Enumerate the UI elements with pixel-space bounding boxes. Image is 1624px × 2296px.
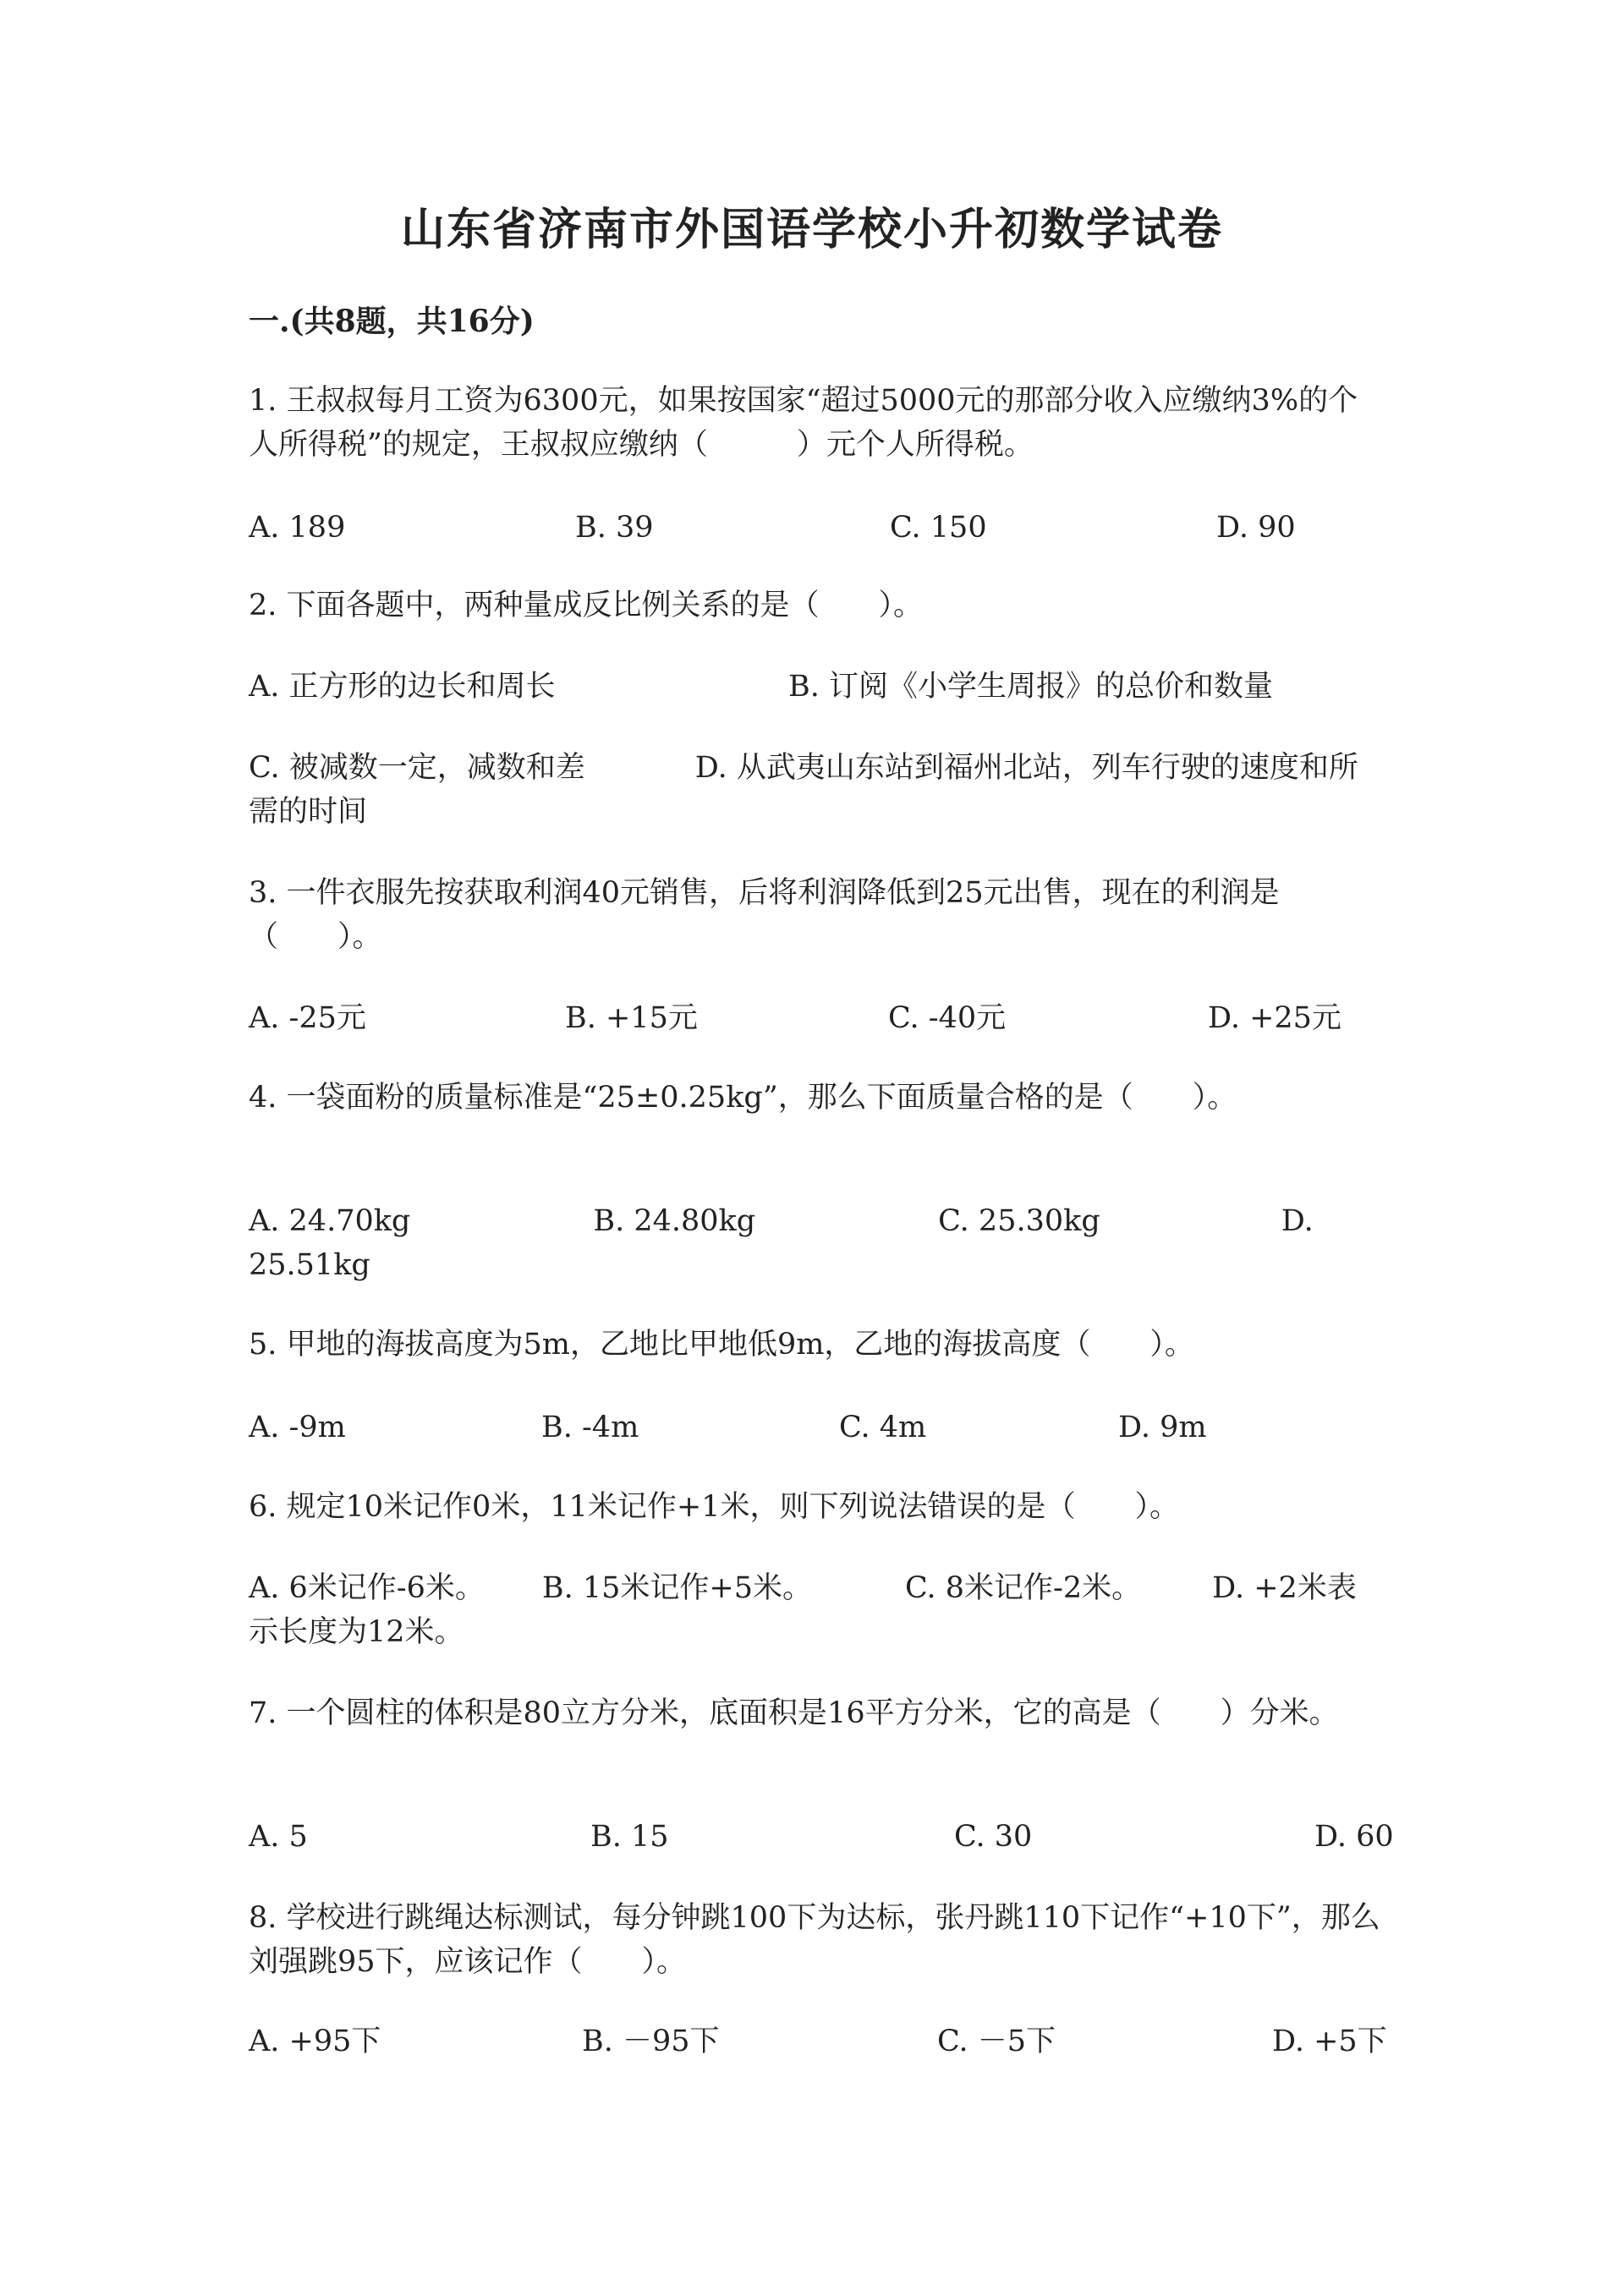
question-3-stem: 3. 一件衣服先按获取利润40元销售，后将利润降低到25元出售，现在的利润是（ ）。 <box>249 876 1280 954</box>
question-7-option-a: A. 5 <box>249 1820 308 1854</box>
question-7-option-b: B. 15 <box>590 1820 669 1854</box>
question-4-options <box>249 1199 1382 1287</box>
question-8-stem: 8. 学校进行跳绳达标测试，每分钟跳100下为达标，张丹跳110下记作“+10下”，那么刘强跳95下，应该记作（ ）。 <box>249 1901 1380 1979</box>
question-6-stem: 6. 规定10米记作0米，11米记作+1米，则下列说法错误的是（ ）。 <box>249 1490 1179 1524</box>
question-1-option-a: A. 189 <box>249 511 346 545</box>
question-4-option-b: B. 24.80kg <box>593 1204 756 1238</box>
question-3-option-c: C. -40元 <box>888 1001 1007 1035</box>
question-8-option-b: B. －95下 <box>582 2025 720 2058</box>
question-8-option-c: C. －5下 <box>937 2025 1056 2058</box>
section-heading: 一.(共8题，共16分) <box>249 304 535 339</box>
question-5-option-d: D. 9m <box>1118 1411 1207 1444</box>
question-1-option-c: C. 150 <box>890 511 987 545</box>
question-3-option-b: B. +15元 <box>565 1001 698 1035</box>
question-5-option-c: C. 4m <box>839 1411 927 1444</box>
question-6-options <box>249 1566 1382 1654</box>
question-6-option-a: A. 6米记作-6米。 <box>249 1571 485 1605</box>
question-5-option-b: B. -4m <box>541 1411 639 1444</box>
question-3-option-a: A. -25元 <box>249 1001 366 1035</box>
question-1-option-b: B. 39 <box>575 511 654 545</box>
question-4-option-d: D. 25.51kg <box>249 1204 1314 1282</box>
question-6-option-c: C. 8米记作-2米。 <box>905 1571 1142 1605</box>
question-8-option-a: A. +95下 <box>249 2025 381 2058</box>
question-2-option-a: A. 正方形的边长和周长 <box>249 670 556 704</box>
question-1-option-d: D. 90 <box>1216 511 1296 545</box>
question-1-stem: 1. 王叔叔每月工资为6300元，如果按国家“超过5000元的那部分收入应缴纳3%的个人所得税”的规定，王叔叔应缴纳（ ）元个人所得税。 <box>249 384 1358 462</box>
question-6-option-b: B. 15米记作+5米。 <box>541 1571 812 1605</box>
question-2-option-d: D. 从武夷山东站到福州北站，列车行驶的速度和所需的时间 <box>249 751 1358 829</box>
question-2-option-b: B. 订阅《小学生周报》的总价和数量 <box>788 670 1273 704</box>
question-3-option-d: D. +25元 <box>1208 1001 1341 1035</box>
question-4-stem: 4. 一袋面粉的质量标准是“25±0.25kg”，那么下面质量合格的是（ ）。 <box>249 1081 1237 1115</box>
question-5-stem: 5. 甲地的海拔高度为5m，乙地比甲地低9m，乙地的海拔高度（ ）。 <box>249 1328 1194 1362</box>
question-7-option-d: D. 60 <box>1314 1820 1394 1854</box>
question-2-option-c: C. 被减数一定，减数和差 <box>249 751 585 785</box>
question-7-stem: 7. 一个圆柱的体积是80立方分米，底面积是16平方分米，它的高是（ ）分米。 <box>249 1696 1339 1730</box>
question-4-option-c: C. 25.30kg <box>938 1204 1100 1238</box>
question-8-option-d: D. +5下 <box>1272 2025 1387 2058</box>
question-5-option-a: A. -9m <box>249 1411 346 1444</box>
question-6-option-d: D. +2米表示长度为12米。 <box>249 1571 1357 1649</box>
question-4-option-a: A. 24.70kg <box>249 1204 411 1238</box>
question-2-stem: 2. 下面各题中，两种量成反比例关系的是（ ）。 <box>249 589 924 622</box>
question-7-option-c: C. 30 <box>954 1820 1033 1854</box>
question-2-options-cd <box>249 746 1382 834</box>
exam-title: 山东省济南市外国语学校小升初数学试卷 <box>400 204 1223 255</box>
